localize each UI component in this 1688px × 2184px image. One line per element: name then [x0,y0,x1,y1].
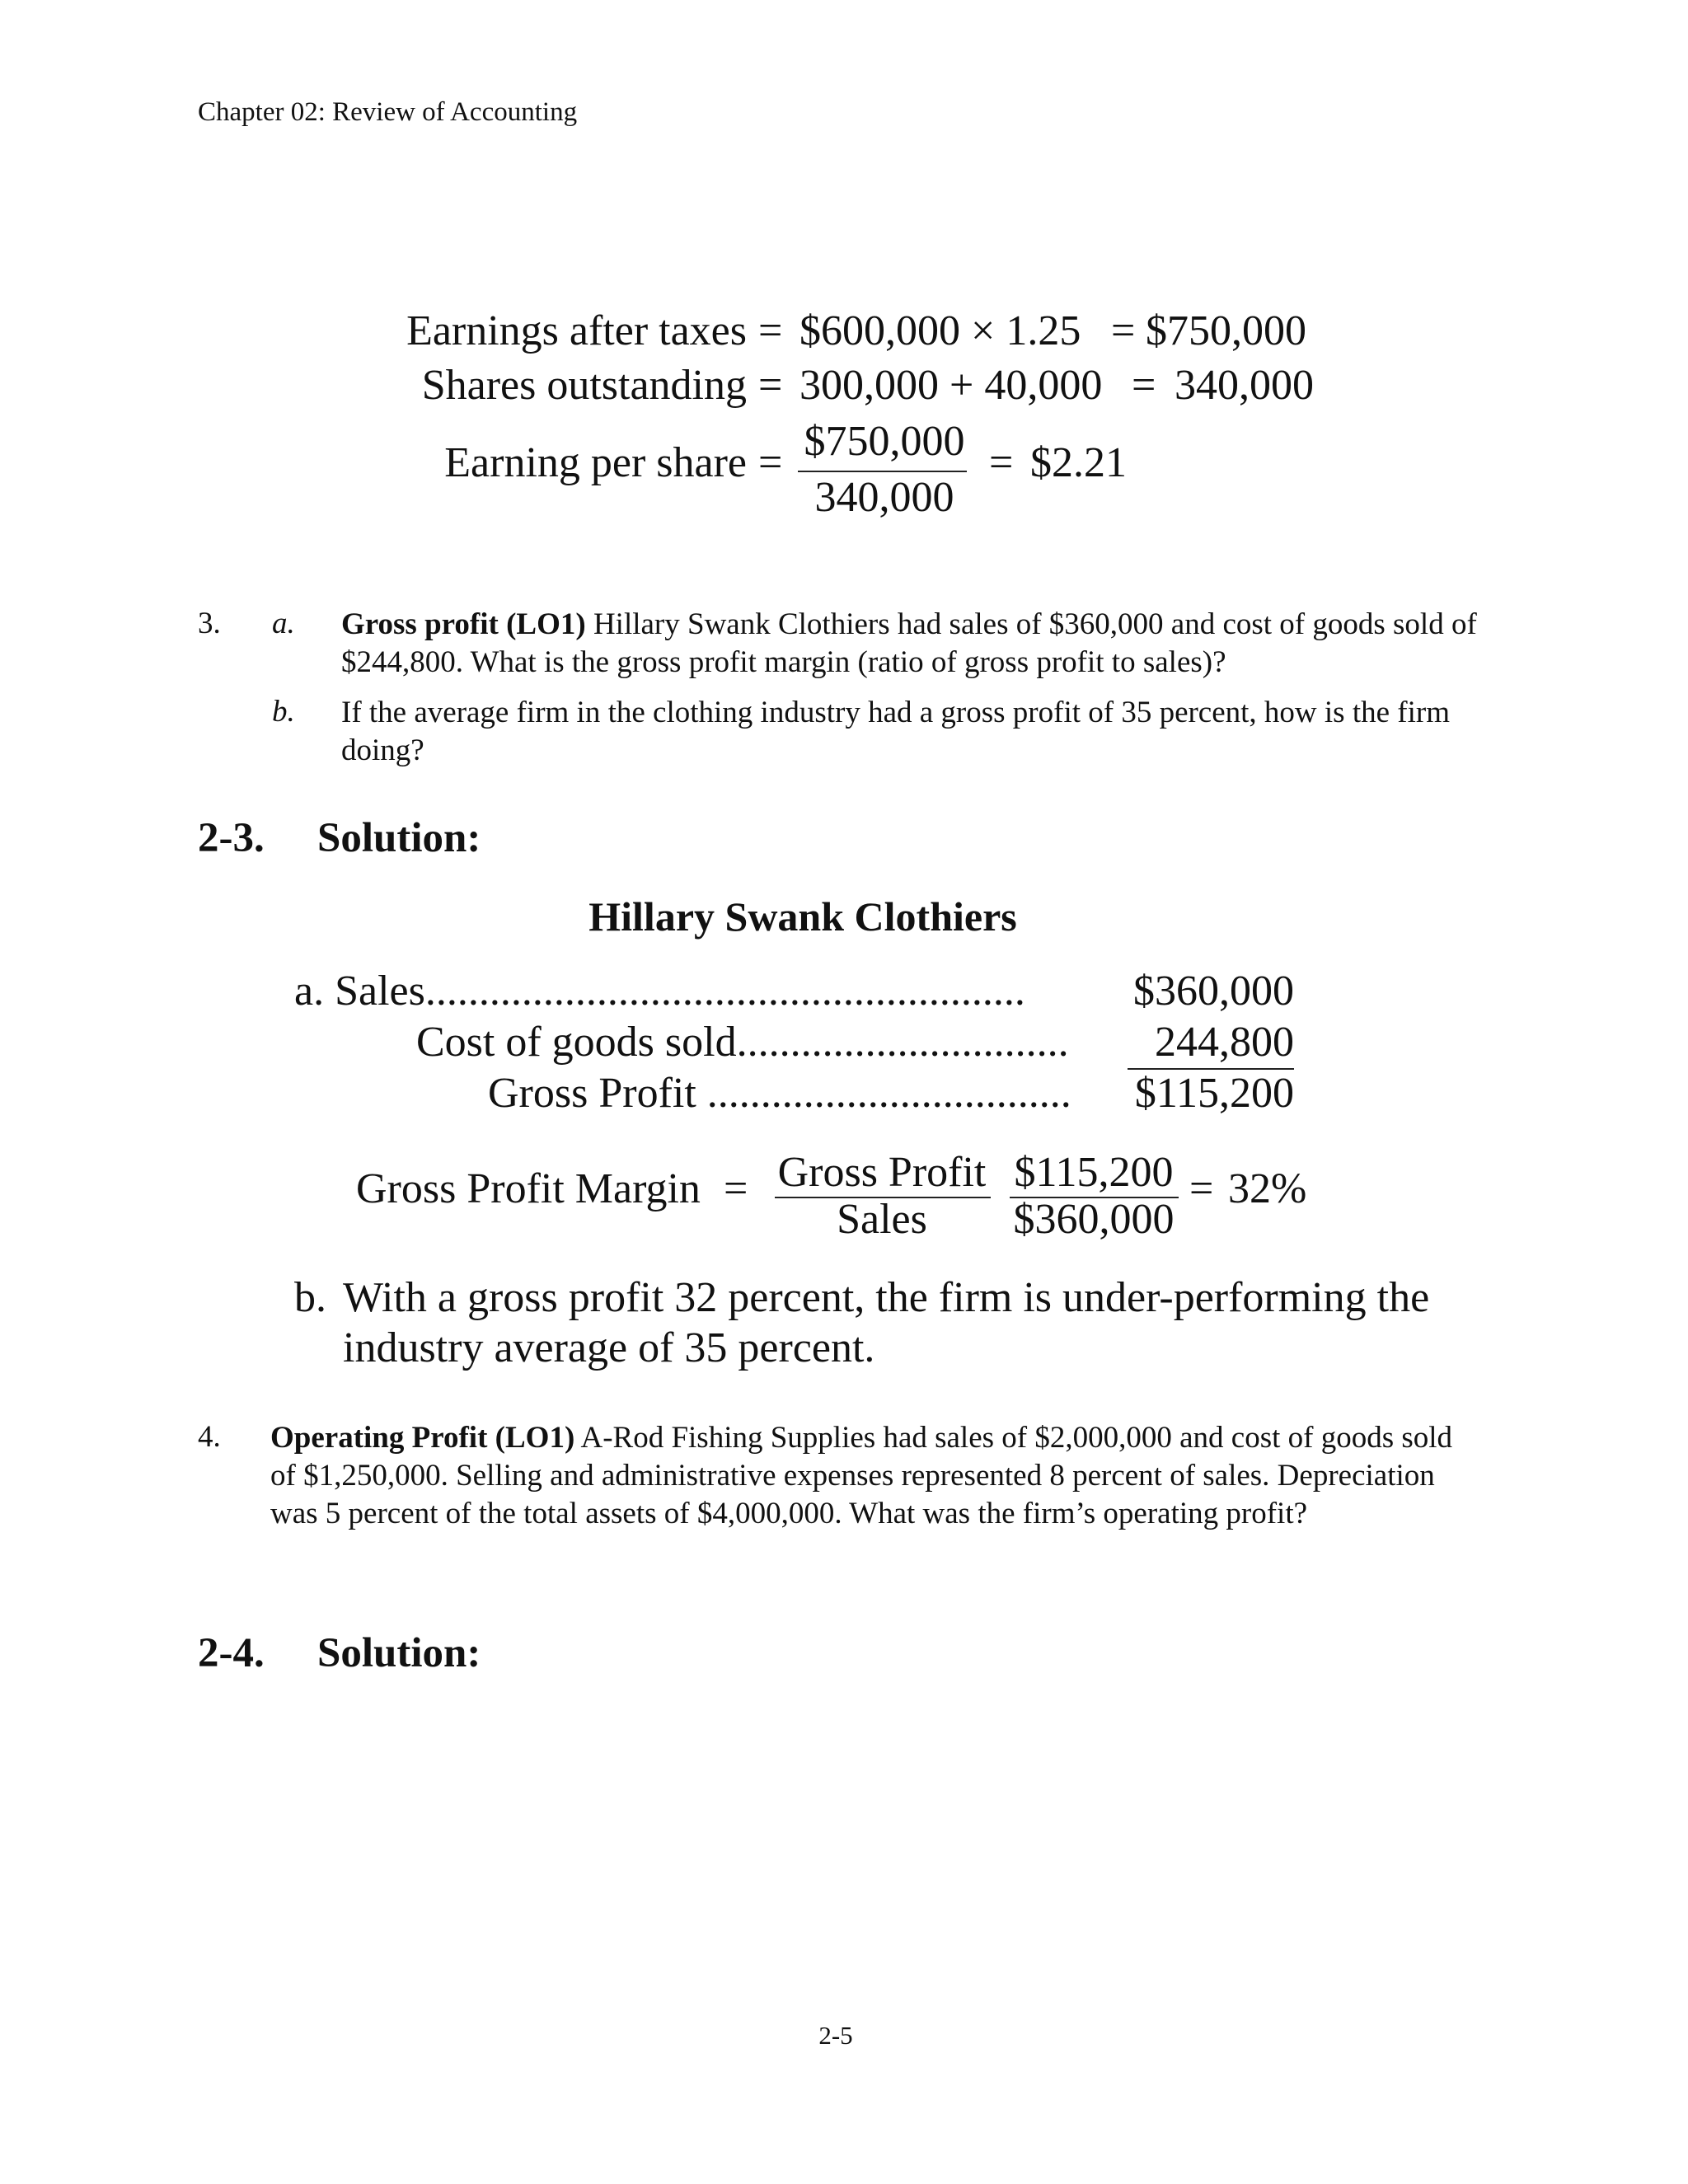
sales-dots: ........................................................ [424,968,1025,1015]
margin-eq1: = [724,1165,748,1212]
gross-profit-dots: .................................. [706,1070,1071,1117]
eps-row2-label: Shares outstanding [421,362,747,409]
gross-profit-value: $115,200 [1134,1070,1294,1117]
margin-num2: $115,200 [1014,1149,1174,1196]
margin-num1: Gross Profit [777,1149,987,1196]
margin-label: Gross Profit Margin [356,1165,701,1212]
sales-label: a. Sales [294,968,425,1015]
eps-row3-eq1: = [758,439,783,486]
eps-row1-expr: $600,000 × 1.25 [799,307,1081,354]
eps-row3-denominator: 340,000 [814,474,954,521]
solution-heading: Solution: [317,815,481,861]
eps-row1-eq1: = [758,307,783,354]
margin-eq2: = [1189,1165,1214,1212]
question-3b-text: If the average firm in the clothing industry had a gross profit of 35 percent, how is the firm doing? [341,696,1450,767]
part-b-answer-line2: industry average of 35 percent. [343,1324,875,1371]
question-3a-title: Gross profit (LO1) [341,607,586,641]
question-4-title: Operating Profit (LO1) [270,1421,575,1455]
eps-row2-result: 340,000 [1175,362,1314,409]
eps-fraction-bar [798,471,967,472]
eps-row2-eq2: = [1132,362,1156,409]
part-b-answer-marker: b. [294,1274,326,1321]
eps-row2-expr: 300,000 + 40,000 [799,362,1103,409]
solution-heading: Solution: [317,1630,481,1676]
margin-result: 32% [1228,1165,1307,1212]
cogs-dots: ............................... [736,1019,1069,1066]
eps-row1-result: $750,000 [1146,307,1306,354]
gross-profit-row [488,1069,1071,1118]
eps-row1-label: Earnings after taxes [406,307,747,354]
part-b-marker: b. [272,695,295,729]
eps-row2-eq1: = [758,362,783,409]
question-3a-text [341,606,1495,682]
eps-row3-eq2: = [989,439,1014,486]
cogs-value: 244,800 [1155,1019,1294,1066]
sales-row [294,967,1025,1015]
eps-row3-result: $2.21 [1030,439,1127,486]
question-3a-body: Hillary Swank Clothiers had sales of $360,000 and cost of goods sold of $244,800. What is the gross profit margin (ratio of gross profit to sales)? [341,607,1477,679]
question-number: 4. [198,1420,221,1454]
eps-row3-label: Earning per share [444,439,747,486]
sales-value: $360,000 [1133,968,1294,1015]
question-number: 3. [198,607,221,640]
part-b-answer-line1: With a gross profit 32 percent, the firm is under-performing the [343,1274,1430,1321]
solution-number: 2-4. [198,1630,265,1676]
page-number: 2-5 [818,2021,853,2050]
chapter-header: Chapter 02: Review of Accounting [198,97,578,127]
solution-number: 2-3. [198,815,265,861]
margin-den2: $360,000 [1013,1196,1175,1243]
gross-profit-label: Gross Profit [488,1070,696,1117]
cogs-label: Cost of goods sold [416,1019,737,1066]
company-title: Hillary Swank Clothiers [588,893,1017,940]
margin-den1: Sales [837,1196,927,1243]
question-4-body: A-Rod Fishing Supplies had sales of $2,000,000 and cost of goods sold of $1,250,000. Selling and administrative expenses represented 8 percent of sales. Depreciation was 5 percent of the total assets of $4,000,000. What was the firm’s operating profit? [270,1421,1453,1530]
cogs-row [416,1018,1069,1066]
question-4-text [270,1419,1457,1533]
part-a-marker: a. [272,607,295,640]
eps-row3-numerator: $750,000 [804,418,965,465]
eps-row1-eq2: = [1111,307,1136,354]
